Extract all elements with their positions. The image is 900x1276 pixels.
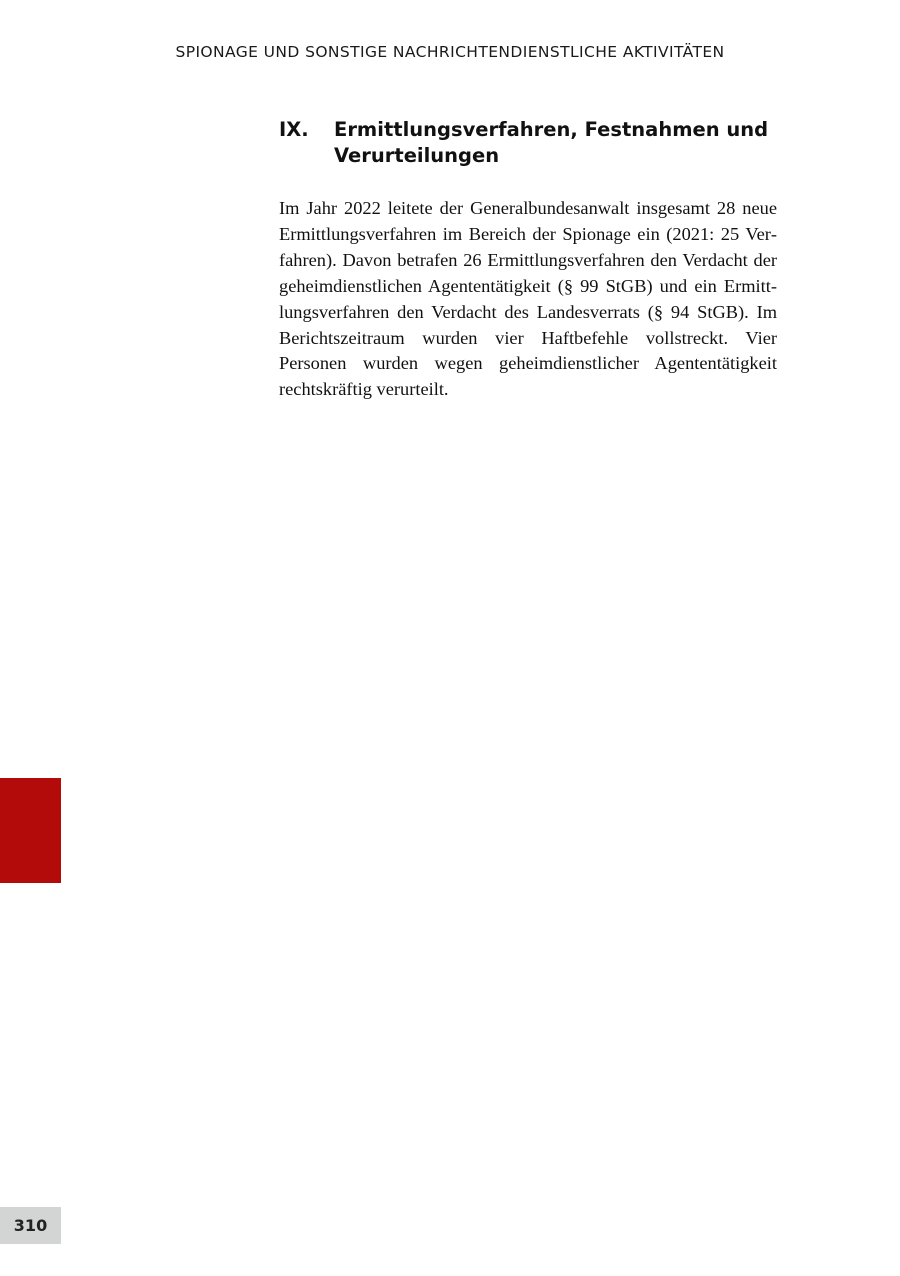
section-number: IX. [279,118,309,141]
page-number-box [0,1207,61,1244]
section-heading [279,117,779,169]
running-header: SPIONAGE UND SONSTIGE NACHRICHTENDIENSTLICHE AKTIVITÄTEN [175,43,725,61]
chapter-tab-marker [0,778,61,883]
body-paragraph: Im Jahr 2022 leitete der Generalbundesanwalt insgesamt 28 neue Ermittlungsverfahren im Bereich der Spionage ein (2021: 25 Verfahren). Davon betrafen 26 Ermittlungsverfahren den Verdacht der geheimdienstlichen Agententätigkeit (§ 99 StGB) und ein Ermittlungsverfahren den Verdacht des Landesverrats (§ 94 StGB). Im Berichtszeitraum wurden vier Haftbefehle vollstreckt. Vier Personen wurden wegen geheimdienstlicher Agententätigkeit rechtskräftig verurteilt. [279,198,777,400]
page-number: 310 [13,1216,48,1235]
section-title: Ermittlungsverfahren, Festnahmen und Verurteilungen [334,118,769,167]
